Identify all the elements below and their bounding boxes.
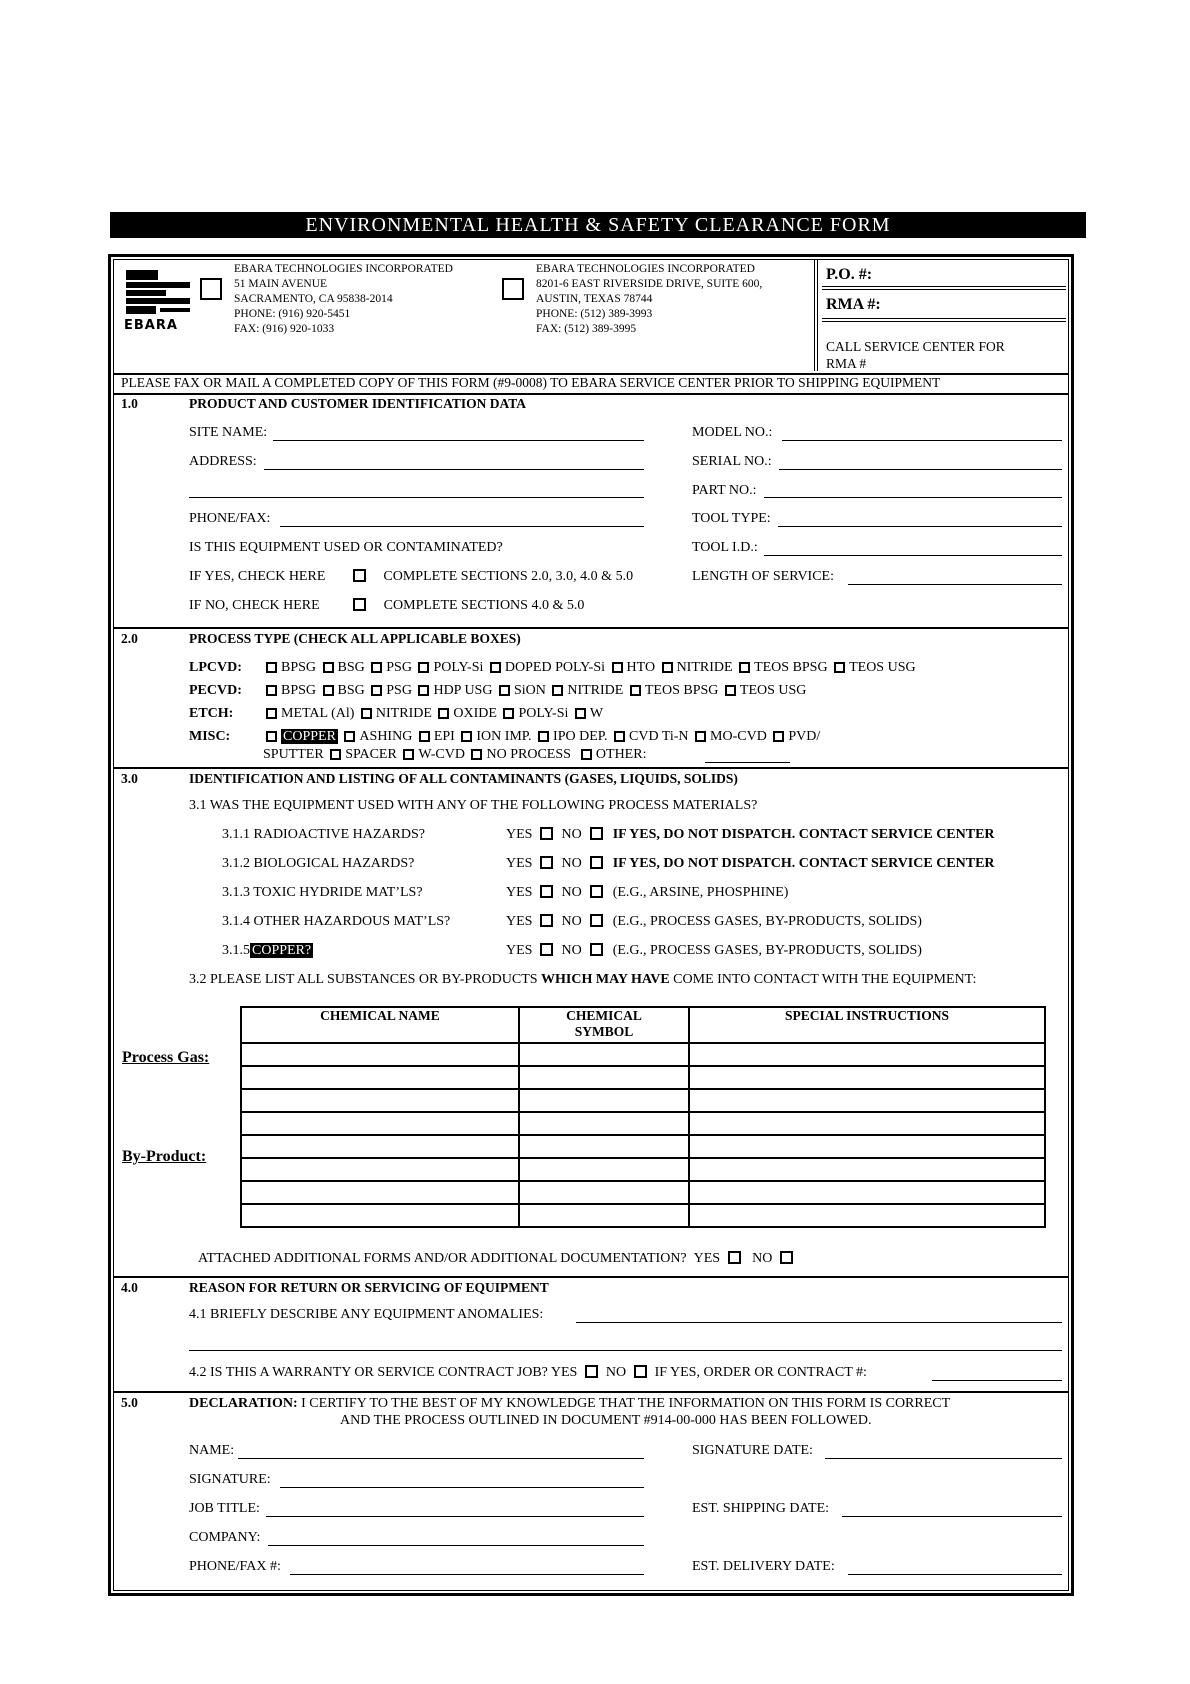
misc-cvd-tin-checkbox[interactable] (614, 731, 625, 742)
etch-w-checkbox[interactable] (575, 708, 586, 719)
hazard-row-copper: 3.1.5 COPPER? YES NO (E.G., PROCESS GASES, BY-PRODUCTS, SOLIDS) (222, 943, 922, 958)
phone-fax-number-field[interactable] (290, 1574, 644, 1575)
ebara-logo (124, 268, 192, 332)
etch-poly-si-checkbox[interactable] (503, 708, 514, 719)
lpcvd-row: LPCVD: BPSG BSG PSG POLY-Si DOPED POLY-Si HTO NITRIDE TEOS BPSG TEOS USG (189, 660, 916, 675)
question-3-1: 3.1 WAS THE EQUIPMENT USED WITH ANY OF THE FOLLOWING PROCESS MATERIALS? (189, 798, 758, 813)
section-1-title: PRODUCT AND CUSTOMER IDENTIFICATION DATA (189, 396, 527, 411)
tool-id-label: TOOL I.D.: (692, 540, 758, 555)
toxic-no-checkbox[interactable] (590, 885, 603, 898)
lpcvd-doped-poly-si-checkbox[interactable] (490, 662, 501, 673)
declaration: DECLARATION: I CERTIFY TO THE BEST OF MY KNOWLEDGE THAT THE INFORMATION ON THIS FORM IS CORRECT (189, 1396, 951, 1411)
etch-row: ETCH: METAL (Al) NITRIDE OXIDE POLY-Si W (189, 706, 604, 721)
divider (113, 1391, 1069, 1393)
sacramento-checkbox[interactable] (200, 278, 222, 300)
misc-pvd-checkbox[interactable] (773, 731, 784, 742)
section-5-number: 5.0 (121, 1395, 138, 1410)
if-no-row: IF NO, CHECK HERE COMPLETE SECTIONS 4.0 & 5.0 (189, 598, 585, 613)
pecvd-teos-usg-checkbox[interactable] (725, 685, 736, 696)
lpcvd-bsg-checkbox[interactable] (323, 662, 334, 673)
misc-epi-checkbox[interactable] (419, 731, 430, 742)
call-service-note: CALL SERVICE CENTER FOR RMA # (826, 339, 1005, 371)
etch-oxide-checkbox[interactable] (438, 708, 449, 719)
divider (113, 1276, 1069, 1278)
lpcvd-poly-si-checkbox[interactable] (418, 662, 429, 673)
po-field[interactable] (822, 286, 1066, 290)
col-special-instructions: SPECIAL INSTRUCTIONS (689, 1007, 1045, 1043)
length-of-service-label: LENGTH OF SERVICE: (692, 569, 834, 584)
name-label: NAME: (189, 1443, 235, 1458)
table-row[interactable] (241, 1181, 1045, 1204)
serial-no-label: SERIAL NO.: (692, 454, 772, 469)
question-4-2: 4.2 IS THIS A WARRANTY OR SERVICE CONTRACT JOB? YES NO IF YES, ORDER OR CONTRACT #: (189, 1365, 867, 1380)
austin-address: EBARA TECHNOLOGIES INCORPORATED 8201-6 EAST RIVERSIDE DRIVE, SUITE 600, AUSTIN, TEXAS 78744 PHONE: (512) 389-3993 FAX: (512) 389-3995 (536, 263, 763, 335)
warranty-yes-checkbox[interactable] (585, 1365, 598, 1378)
table-row[interactable] (241, 1089, 1045, 1112)
contaminated-question: IS THIS EQUIPMENT USED OR CONTAMINATED? (189, 540, 503, 555)
lpcvd-psg-checkbox[interactable] (371, 662, 382, 673)
lpcvd-nitride-checkbox[interactable] (662, 662, 673, 673)
radioactive-no-checkbox[interactable] (590, 827, 603, 840)
name-field[interactable] (238, 1458, 644, 1459)
address-field[interactable] (264, 469, 644, 470)
attached-no-checkbox[interactable] (780, 1251, 793, 1264)
tool-id-field[interactable] (764, 555, 1062, 556)
other-hazard-yes-checkbox[interactable] (540, 914, 553, 927)
hazard-row-toxic: 3.1.3 TOXIC HYDRIDE MAT’LS? YES NO (E.G., ARSINE, PHOSPHINE) (222, 885, 789, 900)
misc-row-2: SPUTTER SPACER W-CVD NO PROCESS OTHER: (263, 747, 647, 762)
toxic-yes-checkbox[interactable] (540, 885, 553, 898)
signature-field[interactable] (280, 1487, 644, 1488)
attached-docs-row: ATTACHED ADDITIONAL FORMS AND/OR ADDITIONAL DOCUMENTATION? YES NO (198, 1251, 797, 1267)
length-of-service-field[interactable] (848, 584, 1062, 585)
table-row[interactable] (241, 1204, 1045, 1227)
address-field-2[interactable] (189, 497, 644, 498)
job-title-field[interactable] (266, 1516, 644, 1517)
attached-yes-checkbox[interactable] (728, 1251, 741, 1264)
section-3-number: 3.0 (121, 771, 138, 786)
pecvd-bpsg-checkbox[interactable] (266, 685, 277, 696)
model-no-field[interactable] (782, 440, 1062, 441)
est-delivery-date-field[interactable] (848, 1574, 1062, 1575)
pecvd-teos-bpsg-checkbox[interactable] (630, 685, 641, 696)
anomalies-field[interactable] (576, 1322, 1062, 1323)
signature-date-field[interactable] (825, 1458, 1062, 1459)
phone-fax-label: PHONE/FAX: (189, 511, 271, 526)
table-row[interactable] (241, 1158, 1045, 1181)
radioactive-yes-checkbox[interactable] (540, 827, 553, 840)
pecvd-bsg-checkbox[interactable] (323, 685, 334, 696)
tool-type-field[interactable] (778, 526, 1062, 527)
misc-no-process-checkbox[interactable] (471, 749, 482, 760)
model-no-label: MODEL NO.: (692, 425, 773, 440)
table-header-row (241, 1007, 1045, 1043)
pecvd-hdp-usg-checkbox[interactable] (418, 685, 429, 696)
signature-date-label: SIGNATURE DATE: (692, 1443, 813, 1458)
lpcvd-teos-usg-checkbox[interactable] (834, 662, 845, 673)
tool-type-label: TOOL TYPE: (692, 511, 771, 526)
table-row[interactable] (241, 1135, 1045, 1158)
section-2-number: 2.0 (121, 631, 138, 646)
col-chemical-name: CHEMICAL NAME (241, 1007, 519, 1043)
est-delivery-date-label: EST. DELIVERY DATE: (692, 1559, 835, 1574)
company-label: COMPANY: (189, 1530, 261, 1545)
anomalies-field-2[interactable] (189, 1350, 1062, 1351)
misc-copper-checkbox[interactable] (266, 731, 277, 742)
misc-w-cvd-checkbox[interactable] (403, 749, 414, 760)
col-chemical-symbol: CHEMICAL SYMBOL (519, 1007, 689, 1043)
serial-no-field[interactable] (779, 469, 1062, 470)
pecvd-sion-checkbox[interactable] (499, 685, 510, 696)
section-2-title: PROCESS TYPE (CHECK ALL APPLICABLE BOXES) (189, 631, 521, 646)
lpcvd-hto-checkbox[interactable] (612, 662, 623, 673)
misc-row: MISC: COPPER ASHING EPI ION IMP. IPO DEP. CVD Ti-N MO-CVD PVD/ (189, 729, 821, 744)
copper-yes-checkbox[interactable] (540, 943, 553, 956)
misc-ashing-checkbox[interactable] (344, 731, 355, 742)
austin-checkbox[interactable] (502, 278, 524, 300)
section-3-title: IDENTIFICATION AND LISTING OF ALL CONTAMINANTS (GASES, LIQUIDS, SOLIDS) (189, 771, 738, 786)
divider (113, 627, 1069, 629)
etch-nitride-checkbox[interactable] (361, 708, 372, 719)
contract-number-field[interactable] (932, 1380, 1062, 1381)
site-name-label: SITE NAME: (189, 425, 268, 440)
phone-fax-number-label: PHONE/FAX #: (189, 1559, 281, 1574)
by-product-label: By-Product: (122, 1148, 207, 1165)
misc-mo-cvd-checkbox[interactable] (695, 731, 706, 742)
form-title: ENVIRONMENTAL HEALTH & SAFETY CLEARANCE FORM (110, 212, 1086, 238)
hazard-row-other: 3.1.4 OTHER HAZARDOUS MAT’LS? YES NO (E.G., PROCESS GASES, BY-PRODUCTS, SOLIDS) (222, 914, 922, 929)
part-no-field[interactable] (764, 497, 1062, 498)
process-gas-label: Process Gas: (122, 1049, 210, 1066)
no-contaminated-checkbox[interactable] (353, 598, 366, 611)
rma-label: RMA #: (826, 296, 881, 313)
est-shipping-date-label: EST. SHIPPING DATE: (692, 1501, 830, 1516)
est-shipping-date-field[interactable] (842, 1516, 1062, 1517)
part-no-label: PART NO.: (692, 483, 757, 498)
pecvd-nitride-checkbox[interactable] (552, 685, 563, 696)
question-3-2: 3.2 PLEASE LIST ALL SUBSTANCES OR BY-PRODUCTS WHICH MAY HAVE COME INTO CONTACT WITH THE EQUIPMENT: (189, 972, 977, 987)
pecvd-psg-checkbox[interactable] (371, 685, 382, 696)
right-box-border (814, 259, 818, 371)
misc-ion-imp-checkbox[interactable] (461, 731, 472, 742)
misc-spacer-checkbox[interactable] (330, 749, 341, 760)
table-row[interactable] (241, 1043, 1045, 1066)
table-row[interactable] (241, 1066, 1045, 1089)
table-row[interactable] (241, 1112, 1045, 1135)
phone-fax-field[interactable] (280, 526, 644, 527)
job-title-label: JOB TITLE: (189, 1501, 260, 1516)
logo-text: EBARA (124, 318, 178, 333)
company-field[interactable] (268, 1545, 644, 1546)
etch-metal-checkbox[interactable] (266, 708, 277, 719)
divider (113, 767, 1069, 769)
declaration-line-2: AND THE PROCESS OUTLINED IN DOCUMENT #914-00-000 HAS BEEN FOLLOWED. (340, 1413, 872, 1428)
sacramento-address: EBARA TECHNOLOGIES INCORPORATED 51 MAIN AVENUE SACRAMENTO, CA 95838-2014 PHONE: (916) 920-5451 FAX: (916) 920-1033 (234, 263, 453, 335)
misc-other-checkbox[interactable] (581, 749, 592, 760)
question-4-1: 4.1 BRIEFLY DESCRIBE ANY EQUIPMENT ANOMALIES: (189, 1307, 544, 1322)
section-4-number: 4.0 (121, 1280, 138, 1295)
signature-label: SIGNATURE: (189, 1472, 271, 1487)
lpcvd-teos-bpsg-checkbox[interactable] (739, 662, 750, 673)
instruction-line: PLEASE FAX OR MAIL A COMPLETED COPY OF THIS FORM (#9-0008) TO EBARA SERVICE CENTER PRIOR TO SHIPPING EQUIPMENT (121, 375, 941, 390)
copper-no-checkbox[interactable] (590, 943, 603, 956)
lpcvd-bpsg-checkbox[interactable] (266, 662, 277, 673)
if-yes-row: IF YES, CHECK HERE COMPLETE SECTIONS 2.0, 3.0, 4.0 & 5.0 (189, 569, 634, 584)
section-4-title: REASON FOR RETURN OR SERVICING OF EQUIPMENT (189, 1280, 549, 1295)
hazard-row-biological: 3.1.2 BIOLOGICAL HAZARDS? YES NO IF YES, DO NOT DISPATCH. CONTACT SERVICE CENTER (222, 856, 995, 871)
other-hazard-no-checkbox[interactable] (590, 914, 603, 927)
po-label: P.O. #: (826, 266, 873, 283)
divider (113, 393, 1069, 395)
address-label: ADDRESS: (189, 454, 257, 469)
contaminants-table (240, 1006, 1046, 1228)
pecvd-row: PECVD: BPSG BSG PSG HDP USG SiON NITRIDE TEOS BPSG TEOS USG (189, 683, 807, 698)
warranty-no-checkbox[interactable] (634, 1365, 647, 1378)
yes-contaminated-checkbox[interactable] (353, 569, 366, 582)
hazard-row-radioactive: 3.1.1 RADIOACTIVE HAZARDS? YES NO IF YES, DO NOT DISPATCH. CONTACT SERVICE CENTER (222, 827, 995, 842)
misc-other-field[interactable] (705, 762, 790, 763)
site-name-field[interactable] (273, 440, 644, 441)
biological-yes-checkbox[interactable] (540, 856, 553, 869)
section-1-number: 1.0 (121, 396, 138, 411)
biological-no-checkbox[interactable] (590, 856, 603, 869)
misc-ipo-dep-checkbox[interactable] (538, 731, 549, 742)
rma-field[interactable] (822, 318, 1066, 322)
